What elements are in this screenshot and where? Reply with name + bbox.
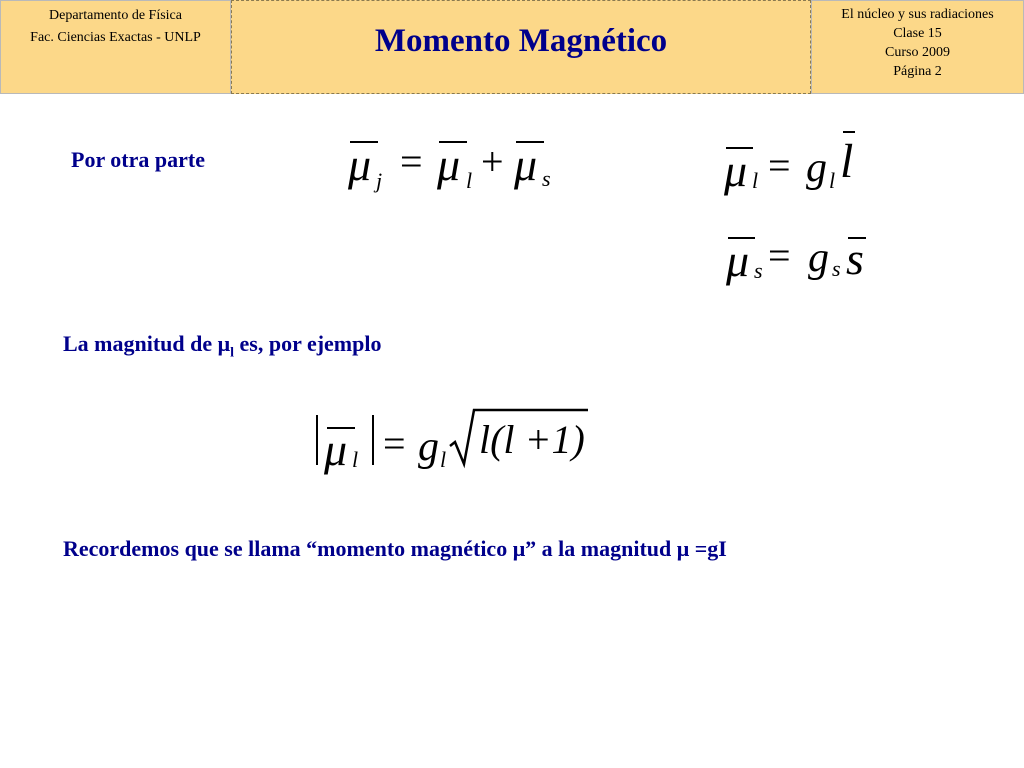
magnitude-subscript: l xyxy=(230,345,235,361)
subscript-l: l xyxy=(752,168,759,193)
intro-text: Por otra parte xyxy=(71,147,205,172)
conclusion-text: Recordemos que se llama “momento magnético μ” a la magnitud μ =gI xyxy=(63,536,727,561)
l-vector-symbol: l xyxy=(840,135,854,188)
magnitude-prefix: La magnitud de μ xyxy=(63,331,231,356)
page-number-label: Página 2 xyxy=(893,64,942,79)
plus-sign: + xyxy=(481,139,504,184)
subscript-s: s xyxy=(832,256,841,281)
equals-sign: = xyxy=(383,421,406,466)
magnitude-suffix: es, por ejemplo xyxy=(234,331,382,356)
course-topic-label: El núcleo y sus radiaciones xyxy=(841,7,994,22)
header-title-panel xyxy=(231,0,811,94)
header-left-panel xyxy=(0,0,231,94)
equals-sign: = xyxy=(400,139,423,184)
slide-title: Momento Magnético xyxy=(374,23,668,59)
subscript-s: s xyxy=(754,258,763,283)
subscript-l: l xyxy=(440,447,447,472)
subscript-s: s xyxy=(542,166,551,191)
equals-sign: = xyxy=(768,143,791,188)
g-symbol: g xyxy=(418,424,439,470)
equals-sign: = xyxy=(768,233,791,278)
subscript-j: j xyxy=(376,168,383,193)
faculty-label: Fac. Ciencias Exactas - UNLP xyxy=(30,30,201,45)
department-label: Departamento de Física xyxy=(49,8,182,23)
subscript-l: l xyxy=(352,447,359,472)
course-year-label: Curso 2009 xyxy=(885,45,950,60)
mu-symbol: μ xyxy=(724,145,748,196)
mu-symbol: μ xyxy=(514,139,538,190)
subscript-l: l xyxy=(829,168,836,193)
s-vector-symbol: s xyxy=(846,233,864,284)
abs-bar-left xyxy=(316,415,318,465)
subscript-l: l xyxy=(466,168,473,193)
radicand-expression: l(l +1) xyxy=(479,417,585,462)
abs-bar-right xyxy=(372,415,374,465)
vector-bar xyxy=(843,131,855,133)
g-symbol: g xyxy=(806,145,827,191)
mu-symbol: μ xyxy=(726,235,750,286)
header-right-panel xyxy=(811,0,1024,94)
mu-symbol: μ xyxy=(324,424,348,475)
class-number-label: Clase 15 xyxy=(893,26,942,41)
magnitude-statement xyxy=(63,331,381,361)
g-symbol: g xyxy=(808,235,829,281)
mu-symbol: μ xyxy=(348,139,372,190)
mu-symbol: μ xyxy=(437,139,461,190)
